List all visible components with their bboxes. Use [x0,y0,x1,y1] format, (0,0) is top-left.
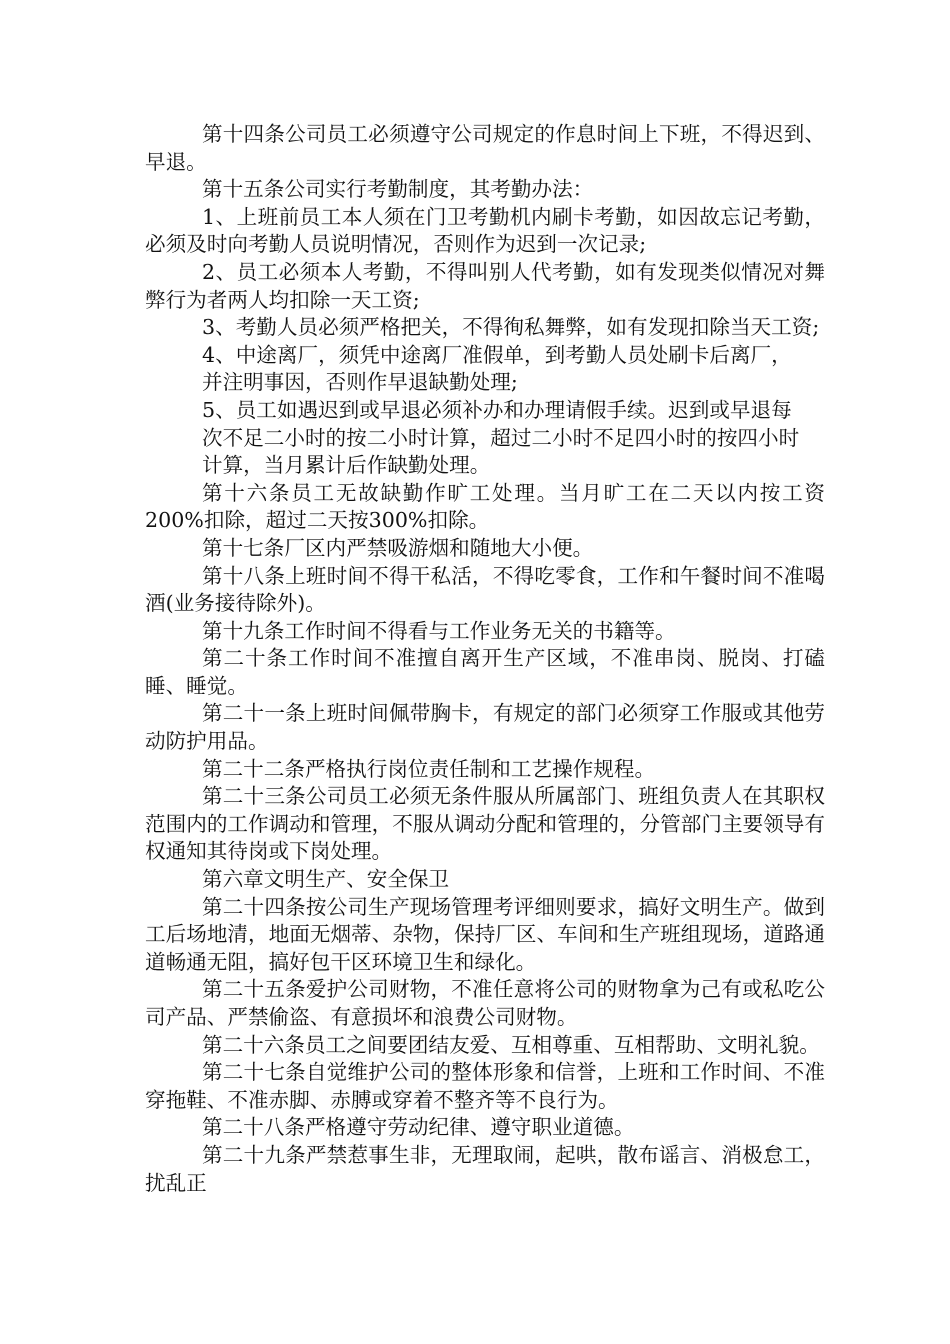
paragraph-article-27: 第二十七条自觉维护公司的整体形象和信誉，上班和工作时间、不准穿拖鞋、不准赤脚、赤膊或穿着不整齐等不良行为。 [145,1060,825,1112]
paragraph-article-23: 第二十三条公司员工必须无条件服从所属部门、班组负责人在其职权范围内的工作调动和管理，不服从调动分配和管理的，分管部门主要领导有权通知其待岗或下岗处理。 [145,784,825,864]
paragraph-article-24: 第二十四条按公司生产现场管理考评细则要求，搞好文明生产。做到工后场地清，地面无烟蒂、杂物，保持厂区、车间和生产班组现场，道路通道畅通无阻，搞好包干区环境卫生和绿化。 [145,894,825,974]
paragraph-attendance-rule-1: 1、上班前员工本人须在门卫考勤机内刷卡考勤，如因故忘记考勤，必须及时向考勤人员说明情况，否则作为迟到一次记录; [145,204,825,257]
paragraph-attendance-rule-2: 2、员工必须本人考勤，不得叫别人代考勤，如有发现类似情况对舞弊行为者两人均扣除一天工资; [145,259,825,312]
paragraph-attendance-rule-4: 4、中途离厂，须凭中途离厂准假单，到考勤人员处刷卡后离厂， [202,342,792,367]
paragraph-article-21: 第二十一条上班时间佩带胸卡，有规定的部门必须穿工作服或其他劳动防护用品。 [145,701,825,754]
paragraph-article-17: 第十七条厂区内严禁吸游烟和随地大小便。 [202,535,594,560]
paragraph-attendance-rule-5-cont-a: 次不足二小时的按二小时计算，超过二小时不足四小时的按四小时 [202,425,800,450]
document-body [145,121,825,1197]
paragraph-article-19: 第十九条工作时间不得看与工作业务无关的书籍等。 [202,618,676,643]
paragraph-attendance-rule-4-cont: 并注明事因，否则作早退缺勤处理; [202,370,518,395]
paragraph-attendance-rule-3: 3、考勤人员必须严格把关，不得徇私舞弊，如有发现扣除当天工资; [202,315,820,340]
paragraph-article-15: 第十五条公司实行考勤制度，其考勤办法： [202,177,594,202]
paragraph-article-26: 第二十六条员工之间要团结友爱、互相尊重、互相帮助、文明礼貌。 [202,1032,820,1057]
paragraph-article-28: 第二十八条严格遵守劳动纪律、遵守职业道德。 [202,1115,635,1140]
paragraph-attendance-rule-5: 5、员工如遇迟到或早退必须补办和办理请假手续。迟到或早退每 [202,397,792,422]
paragraph-article-14: 第十四条公司员工必须遵守公司规定的作息时间上下班，不得迟到、早退。 [145,122,825,174]
paragraph-article-18: 第十八条上班时间不得干私活，不得吃零食，工作和午餐时间不准喝酒(业务接待除外)。 [145,563,825,616]
paragraph-attendance-rule-5-cont-b: 计算，当月累计后作缺勤处理。 [202,453,491,478]
chapter-heading-6: 第六章文明生产、安全保卫 [202,867,450,892]
paragraph-article-25: 第二十五条爱护公司财物，不准任意将公司的财物拿为己有或私吃公司产品、严禁偷盗、有意损坏和浪费公司财物。 [145,977,825,1029]
paragraph-article-16: 第十六条员工无故缺勤作旷工处理。当月旷工在二天以内按工资200%扣除，超过二天按300%扣除。 [145,480,825,533]
paragraph-article-29: 第二十九条严禁惹事生非，无理取闹，起哄，散布谣言、消极怠工，扰乱正 [145,1142,825,1195]
paragraph-article-22: 第二十二条严格执行岗位责任制和工艺操作规程。 [202,756,656,781]
paragraph-article-20: 第二十条工作时间不准擅自离开生产区域，不准串岗、脱岗、打磕睡、睡觉。 [145,646,825,698]
